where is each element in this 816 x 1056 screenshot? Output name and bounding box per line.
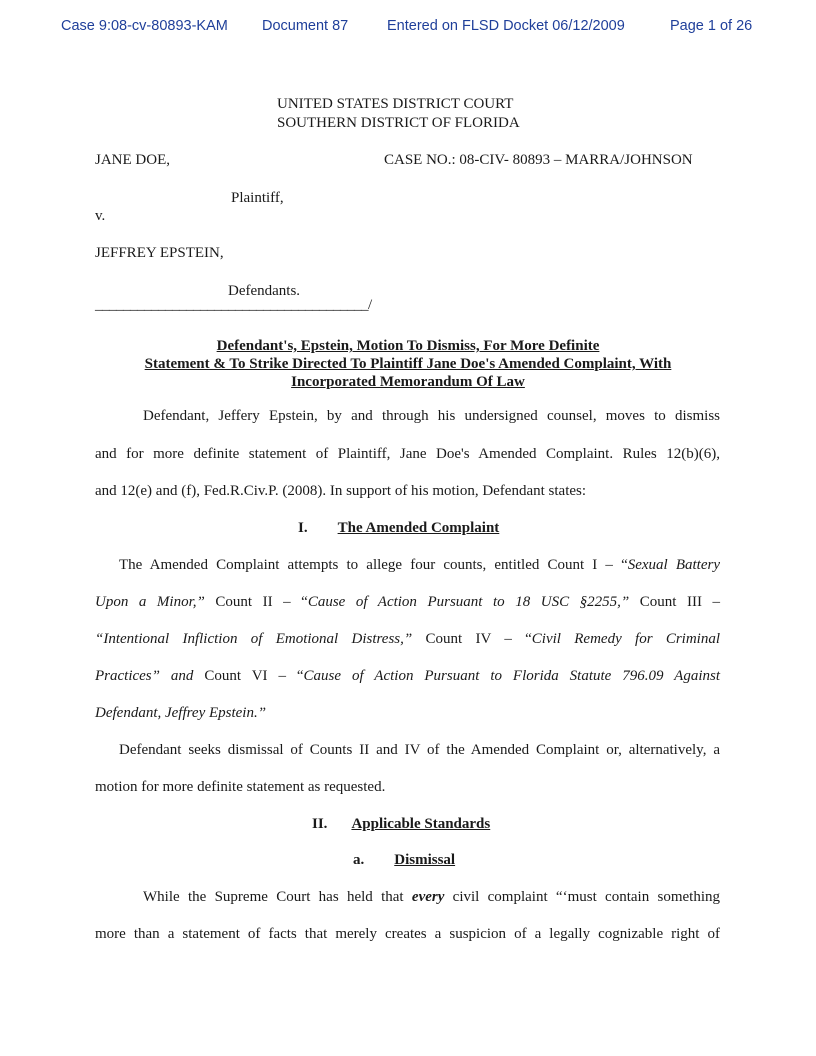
para1-line5 bbox=[95, 705, 720, 722]
subsection-heading-a bbox=[353, 852, 455, 869]
court-name-line1: UNITED STATES DISTRICT COURT bbox=[277, 96, 514, 112]
para1-italic: Defendant, Jeffrey Epstein.” bbox=[95, 705, 267, 721]
intro-line3: and 12(e) and (f), Fed.R.Civ.P. (2008). In support of his motion, Defendant states: bbox=[95, 483, 587, 499]
defendant-role: Defendants. bbox=[228, 283, 301, 299]
para2-line1: Defendant seeks dismissal of Counts II and IV of the Amended Complaint or, alternatively, a bbox=[119, 742, 720, 758]
section-heading-2 bbox=[312, 816, 490, 833]
caption-signature-line: _______________________________________/ bbox=[95, 297, 372, 313]
section-2-title: Applicable Standards bbox=[351, 816, 491, 832]
para3-line2: more than a statement of facts that merely creates a suspicion of a legally cognizable right of bbox=[95, 926, 720, 942]
subsection-a-number: a. bbox=[353, 852, 365, 868]
motion-title-line3: Incorporated Memorandum Of Law bbox=[291, 374, 525, 390]
para1-italic: Practices” bbox=[95, 668, 160, 684]
section-1-number: I. bbox=[298, 520, 308, 536]
court-name-line2: SOUTHERN DISTRICT OF FLORIDA bbox=[277, 115, 520, 131]
plaintiff-name: JANE DOE, bbox=[95, 152, 170, 168]
section-heading-1 bbox=[298, 520, 499, 537]
motion-title-line1: Defendant's, Epstein, Motion To Dismiss, For More Definite bbox=[216, 338, 600, 354]
intro-line1: Defendant, Jeffery Epstein, by and through his undersigned counsel, moves to dismiss bbox=[143, 408, 720, 424]
intro-line2: and for more definite statement of Plaintiff, Jane Doe's Amended Complaint. Rules 12(b)(6), bbox=[95, 446, 720, 462]
para1-text: Count VI – “ bbox=[193, 668, 304, 684]
docket-entry-header: Entered on FLSD Docket 06/12/2009 bbox=[387, 18, 625, 34]
para1-line1 bbox=[119, 557, 720, 574]
motion-title-line2: Statement & To Strike Directed To Plaintiff Jane Doe's Amended Complaint, With bbox=[144, 356, 672, 372]
para3-text: While the Supreme Court has held that bbox=[143, 889, 412, 905]
para1-line2 bbox=[95, 594, 720, 611]
para1-italic: Upon a Minor,” bbox=[95, 594, 205, 610]
page-count-header: Page 1 of 26 bbox=[670, 18, 753, 34]
para1-italic: Civil Remedy for Criminal bbox=[531, 631, 720, 647]
para1-text: The Amended Complaint attempts to allege four counts, entitled Count I – “ bbox=[119, 557, 628, 573]
subsection-a-title: Dismissal bbox=[394, 852, 456, 868]
para1-text: Count IV – “ bbox=[412, 631, 532, 647]
defendant-name: JEFFREY EPSTEIN, bbox=[95, 245, 224, 261]
para1-italic: Cause of Action Pursuant to 18 USC §2255,” bbox=[307, 594, 630, 610]
section-2-number: II. bbox=[312, 816, 328, 832]
para1-italic: Cause of Action Pursuant to Florida Statute 796.09 Against bbox=[303, 668, 721, 684]
section-1-title: The Amended Complaint bbox=[337, 520, 500, 536]
para1-line3 bbox=[95, 631, 720, 648]
para2-line2: motion for more definite statement as requested. bbox=[95, 779, 386, 795]
para1-text: Count II – “ bbox=[204, 594, 308, 610]
plaintiff-role: Plaintiff, bbox=[231, 190, 284, 206]
para3-text: civil complaint “‘must contain something bbox=[444, 889, 721, 905]
para1-italic: and bbox=[160, 668, 194, 684]
para1-text: Count III – bbox=[629, 594, 721, 610]
para3-emphasis: every bbox=[411, 889, 445, 905]
docket-header bbox=[0, 18, 816, 38]
para1-italic: Sexual Battery bbox=[627, 557, 720, 573]
para1-line4 bbox=[95, 668, 720, 685]
case-number-header: Case 9:08-cv-80893-KAM bbox=[61, 18, 228, 34]
versus: v. bbox=[95, 208, 106, 224]
para1-italic: “Intentional Infliction of Emotional Distress,” bbox=[95, 631, 413, 647]
para3-line1 bbox=[143, 889, 720, 906]
document-number-header: Document 87 bbox=[262, 18, 349, 34]
case-number: CASE NO.: 08-CIV- 80893 – MARRA/JOHNSON bbox=[384, 152, 693, 168]
